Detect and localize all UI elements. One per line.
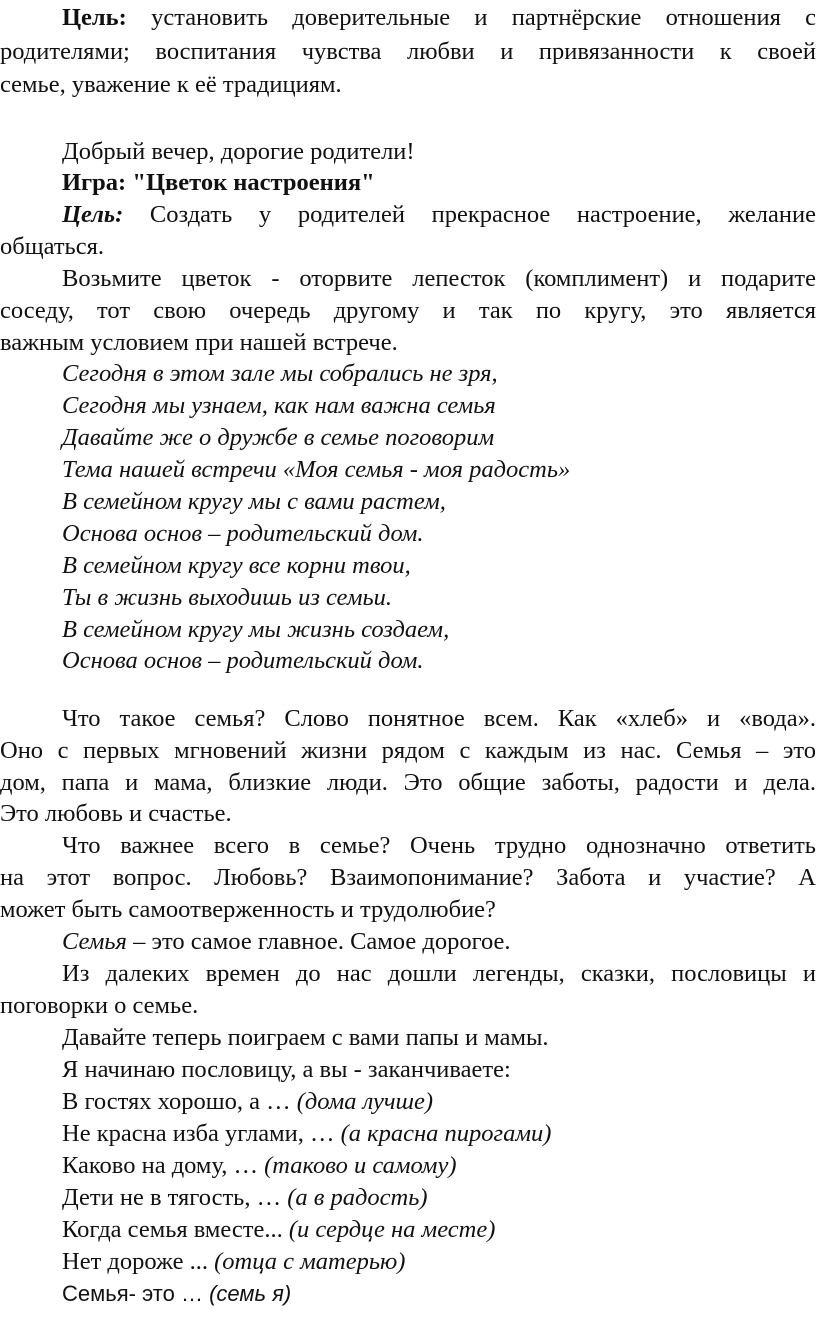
poem-line: Ты в жизнь выходишь из семьи. (62, 584, 392, 611)
proverb-line (62, 1118, 816, 1150)
poem-line: Тема нашей встречи «Моя семья - моя радость» (62, 456, 571, 483)
instructions-line-1: Возьмите цветок - оторвите лепесток (комплимент) и подарите (62, 265, 816, 292)
start-line: Я начинаю пословицу, а вы - заканчиваете: (62, 1056, 511, 1083)
family-para-line-3: дом, папа и мама, близкие люди. Это общие заботы, радости и дела. (0, 769, 816, 796)
poem-line: В семейном кругу все корни твои, (62, 552, 411, 579)
game-goal-line-1 (62, 199, 816, 231)
poem-line: Основа основ – родительский дом. (62, 647, 424, 674)
instructions-line-3: важным условием при нашей встрече. (0, 329, 398, 356)
poem-line: Давайте же о дружбе в семье поговорим (62, 424, 495, 451)
legends-line-2: поговорки о семье. (0, 992, 199, 1019)
goal-line-3: семье, уважение к её традициям. (0, 71, 342, 98)
family-para-line-2: Оно с первых мгновений жизни рядом с каждым из нас. Семья – это (0, 737, 816, 764)
proverb-end: (и сердце на месте) (288, 1216, 496, 1243)
proverb-line (62, 1246, 816, 1278)
proverb-start: В гостях хорошо, а … (62, 1088, 297, 1115)
family-para-line-4: Это любовь и счастье. (0, 800, 232, 827)
proverb-line (62, 1086, 816, 1118)
proverb-start: Семья- это … (62, 1281, 210, 1306)
family-para-line-1: Что такое семья? Слово понятное всем. Как «хлеб» и «вода». (62, 705, 816, 732)
family-word: Семья (62, 928, 127, 955)
instructions-line-2: соседу, тот свою очередь другому и так по кругу, это является (0, 297, 816, 324)
family-main-line (62, 926, 816, 958)
proverb-line (62, 1150, 816, 1182)
proverb-end: (отца с матерью) (214, 1248, 406, 1275)
game-goal-text-1: Создать у родителей прекрасное настроение, желание (123, 201, 816, 228)
proverb-start: Нет дороже ... (62, 1248, 215, 1275)
goal-line-2: родителями; воспитания чувства любви и привязанности к своей (0, 38, 816, 65)
greeting: Добрый вечер, дорогие родители! (62, 138, 415, 165)
poem-line: Сегодня мы узнаем, как нам важна семья (62, 392, 496, 419)
play-line: Давайте теперь поиграем с вами папы и мамы. (62, 1024, 549, 1051)
important-para-line-1: Что важнее всего в семье? Очень трудно однозначно ответить (62, 832, 816, 859)
game-goal-line-2: общаться. (0, 233, 104, 260)
important-para-line-3: может быть самоотверженность и трудолюбие? (0, 896, 496, 923)
proverb-end: (семь я) (209, 1281, 292, 1306)
proverb-line (62, 1182, 816, 1214)
proverb-start: Дети не в тягость, … (62, 1184, 288, 1211)
proverb-start: Не красна изба углами, … (62, 1120, 341, 1147)
poem-line: В семейном кругу мы жизнь создаем, (62, 616, 450, 643)
goal-text-1: установить доверительные и партнёрские отношения с (126, 4, 816, 31)
goal-line-1 (62, 2, 816, 34)
proverb-end: (а красна пирогами) (340, 1120, 552, 1147)
proverb-start: Когда семья вместе... (62, 1216, 289, 1243)
game-goal-label: Цель: (62, 201, 124, 228)
important-para-line-2: на этот вопрос. Любовь? Взаимопонимание? Забота и участие? А (0, 864, 816, 891)
proverb-start: Каково на дому, … (62, 1152, 265, 1179)
game-title: Игра: "Цветок настроения" (62, 169, 375, 196)
proverb-line (62, 1278, 816, 1310)
legends-line-1: Из далеких времен до нас дошли легенды, сказки, пословицы и (62, 960, 816, 987)
proverb-end: (дома лучше) (296, 1088, 434, 1115)
proverb-line (62, 1214, 816, 1246)
poem-line: Сегодня в этом зале мы собрались не зря, (62, 360, 498, 387)
poem-line: Основа основ – родительский дом. (62, 520, 424, 547)
goal-label: Цель: (62, 4, 127, 31)
proverb-end: (а в радость) (287, 1184, 428, 1211)
proverb-end: (таково и самому) (264, 1152, 457, 1179)
family-main-text: – это самое главное. Самое дорогое. (126, 928, 511, 955)
poem-line: В семейном кругу мы с вами растем, (62, 488, 446, 515)
